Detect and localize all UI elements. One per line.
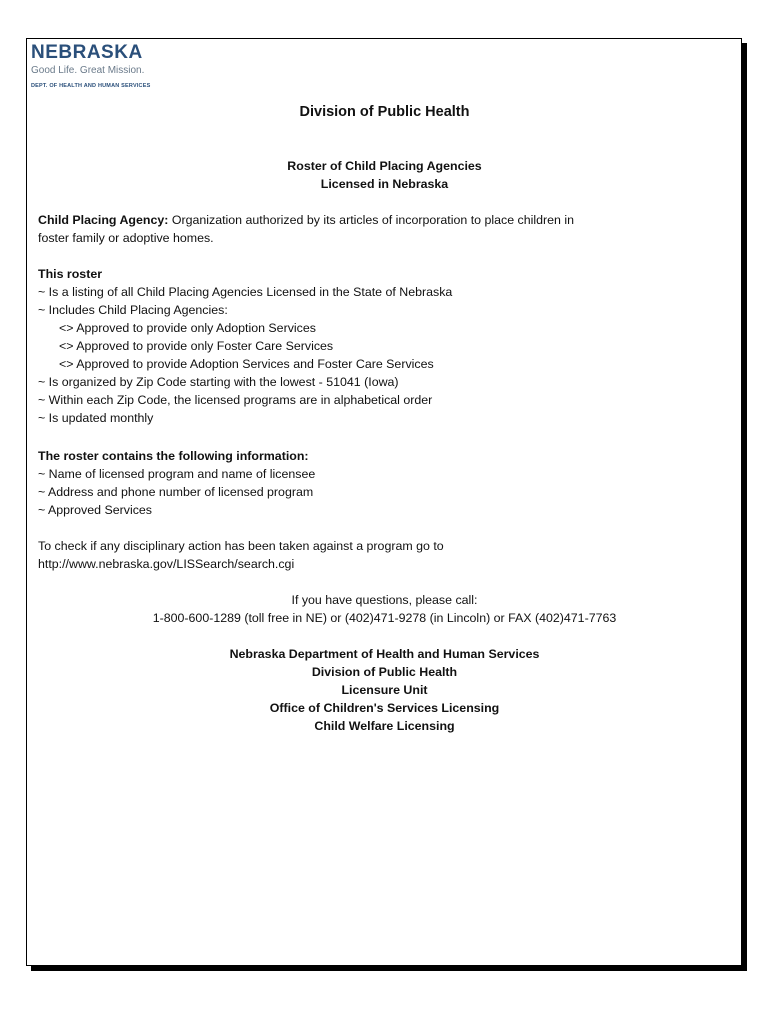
- check-text: To check if any disciplinary action has been taken against a program go to: [38, 539, 444, 553]
- definition-text: foster family or adoptive homes.: [38, 231, 214, 245]
- footer-line: Child Welfare Licensing: [314, 719, 455, 733]
- document-page: [26, 38, 742, 966]
- list-item: ~ Address and phone number of licensed program: [38, 485, 314, 499]
- list-item: ~ Is updated monthly: [38, 411, 154, 425]
- sub-list-item: <> Approved to provide only Adoption Services: [59, 321, 316, 335]
- list-item: ~ Name of licensed program and name of licensee: [38, 467, 316, 481]
- questions-contact: [38, 591, 731, 627]
- footer-line: Office of Children's Services Licensing: [269, 701, 500, 715]
- roster-heading: This roster: [38, 267, 103, 281]
- footer-signature: [38, 645, 731, 735]
- list-item: ~ Is organized by Zip Code starting with the lowest - 51041 (Iowa): [38, 375, 399, 389]
- logo-tagline: Good Life. Great Mission.: [31, 65, 145, 76]
- roster-description: [38, 265, 718, 427]
- definition-text: Organization authorized by its articles of incorporation to place children in: [171, 213, 575, 227]
- logo-wordmark: NEBRASKA: [31, 42, 143, 63]
- questions-text: If you have questions, please call:: [291, 593, 478, 607]
- footer-line: Nebraska Department of Health and Human Services: [229, 647, 540, 661]
- footer-line: Division of Public Health: [311, 665, 458, 679]
- sub-list-item: <> Approved to provide Adoption Services and Foster Care Services: [59, 357, 434, 371]
- roster-title-line: Licensed in Nebraska: [320, 177, 449, 191]
- list-item: ~ Includes Child Placing Agencies:: [38, 303, 228, 317]
- sub-list-item: <> Approved to provide only Foster Care Services: [59, 339, 334, 353]
- list-item: ~ Approved Services: [38, 503, 152, 517]
- disciplinary-check: [38, 537, 718, 573]
- footer-line: Licensure Unit: [341, 683, 428, 697]
- roster-title-line: Roster of Child Placing Agencies: [287, 159, 482, 173]
- roster-contents: [38, 447, 718, 519]
- contents-heading: The roster contains the following information:: [38, 449, 309, 463]
- nebraska-logo: [31, 43, 151, 89]
- division-title: Division of Public Health: [299, 104, 470, 120]
- roster-title: [38, 157, 731, 193]
- phone-numbers: 1-800-600-1289 (toll free in NE) or (402)471-9278 (in Lincoln) or FAX (402)471-7763: [152, 611, 617, 625]
- definition-paragraph: [38, 211, 648, 247]
- logo-department: DEPT. OF HEALTH AND HUMAN SERVICES: [31, 83, 151, 89]
- list-item: ~ Is a listing of all Child Placing Agencies Licensed in the State of Nebraska: [38, 285, 453, 299]
- search-link[interactable]: http://www.nebraska.gov/LISSearch/search.cgi: [38, 557, 295, 571]
- definition-term: Child Placing Agency:: [38, 213, 169, 227]
- list-item: ~ Within each Zip Code, the licensed programs are in alphabetical order: [38, 393, 433, 407]
